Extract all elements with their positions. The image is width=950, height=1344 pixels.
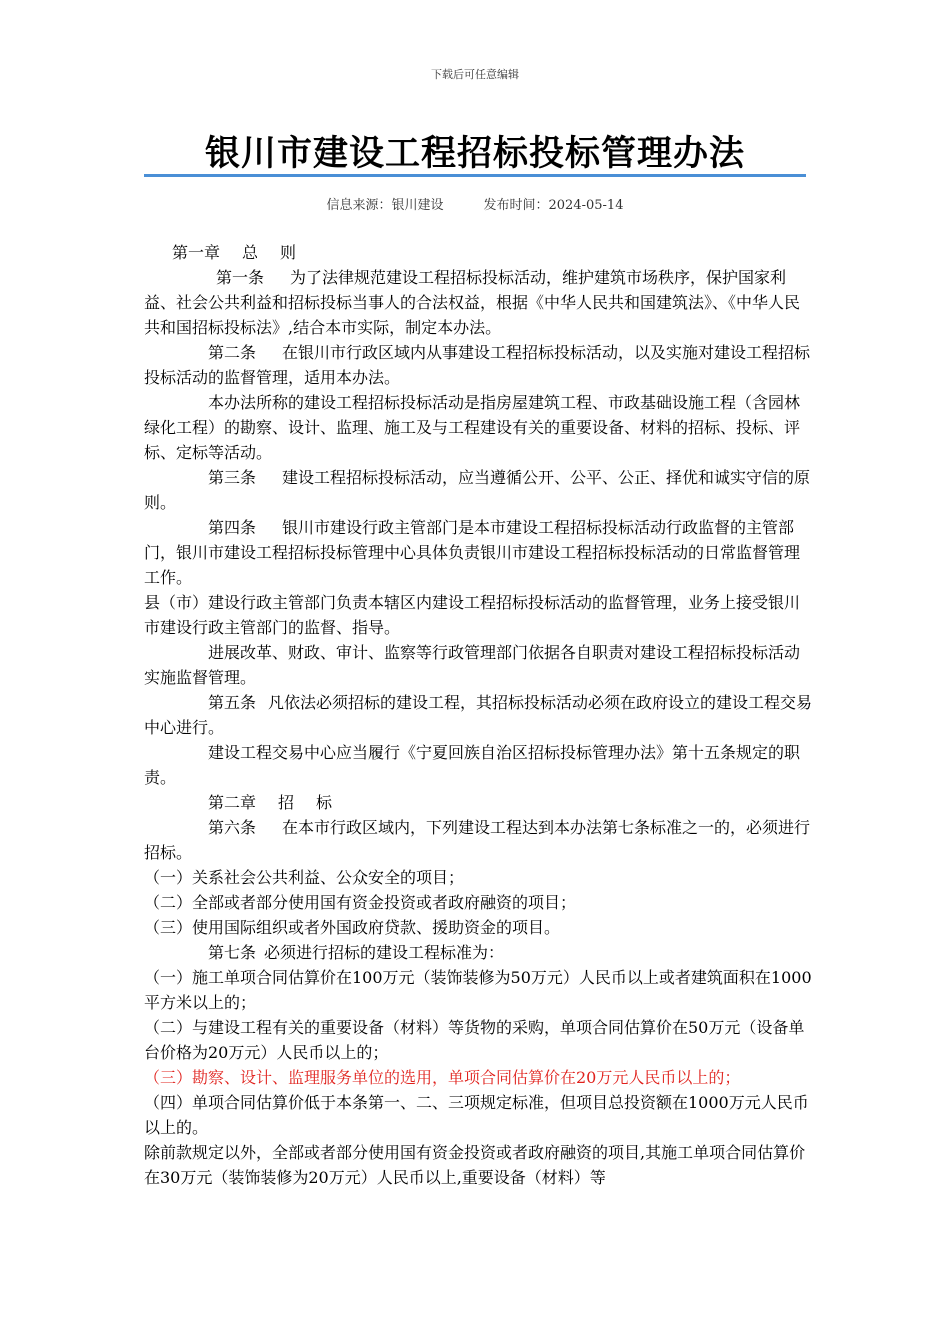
article-5: [144, 690, 814, 740]
meta-source: 信息来源：银川建设: [326, 198, 444, 213]
article-6: [144, 815, 814, 865]
list-item: （一）关系社会公共利益、公众安全的项目；: [144, 868, 465, 887]
highlighted-list-item: （三）勘察、设计、监理服务单位的选用，单项合同估算价在20万元人民币以上的；: [144, 1068, 741, 1087]
article-text: 建设工程招标投标活动，应当遵循公开、公平、公正、择优和诚实守信的原则。: [144, 468, 811, 512]
article-1: [144, 265, 814, 340]
article-3: [144, 465, 814, 515]
paragraph: 县（市）建设行政主管部门负责本辖区内建设工程招标投标活动的监督管理，业务上接受银川市建设行政主管部门的监督、指导。: [144, 593, 801, 637]
page-title: 银川市建设工程招标投标管理办法: [204, 134, 745, 174]
article-text: 银川市建设行政主管部门是本市建设工程招标投标活动行政监督的主管部门，银川市建设工程招标投标管理中心具体负责银川市建设工程招标投标活动的日常监督管理工作。: [144, 518, 801, 587]
article-label: 第四条: [208, 518, 257, 537]
article-label: 第七条: [208, 943, 257, 962]
article-4: [144, 515, 814, 590]
chapter-heading-1: 第一章 总 则: [172, 243, 297, 262]
article-label: 第五条: [208, 693, 257, 712]
meta-date: 发布时间：2024-05-14: [483, 198, 624, 213]
article-label: 第二条: [208, 343, 257, 362]
paragraph: 建设工程交易中心应当履行《宁夏回族自治区招标投标管理办法》第十五条规定的职责。: [144, 743, 801, 787]
header-note: 下载后可任意编辑: [431, 68, 519, 81]
article-text: 凡依法必须招标的建设工程，其招标投标活动必须在政府设立的建设工程交易中心进行。: [144, 693, 813, 737]
paragraph: 除前款规定以外，全部或者部分使用国有资金投资或者政府融资的项目,其施工单项合同估算价在30万元（装饰装修为20万元）人民币以上,重要设备（材料）等: [144, 1143, 806, 1187]
article-text: 在银川市行政区域内从事建设工程招标投标活动，以及实施对建设工程招标投标活动的监督管理，适用本办法。: [144, 343, 811, 387]
title-divider: [144, 174, 806, 177]
list-item: （四）单项合同估算价低于本条第一、二、三项规定标准，但项目总投资额在1000万元人民币以上的。: [144, 1093, 809, 1137]
list-item: （一）施工单项合同估算价在100万元（装饰装修为50万元）人民币以上或者建筑面积在1000平方米以上的；: [144, 968, 812, 1012]
paragraph: 进展改革、财政、审计、监察等行政管理部门依据各自职责对建设工程招标投标活动实施监督管理。: [144, 643, 801, 687]
article-label: 第六条: [208, 818, 257, 837]
article-text: 为了法律规范建设工程招标投标活动，维护建筑市场秩序，保护国家利益、社会公共利益和招标投标当事人的合法权益，根据《中华人民共和国建筑法》、《中华人民共和国招标投标法》,结合本市实际，制定本办法。: [144, 268, 801, 337]
article-2: [144, 340, 814, 390]
list-item: （二）与建设工程有关的重要设备（材料）等货物的采购，单项合同估算价在50万元（设备单台价格为20万元）人民币以上的；: [144, 1018, 805, 1062]
article-7: [144, 940, 814, 965]
article-text: 必须进行招标的建设工程标准为：: [264, 943, 505, 962]
list-item: （三）使用国际组织或者外国政府贷款、援助资金的项目。: [144, 918, 561, 937]
meta-line: [0, 194, 950, 213]
article-label: 第一条: [216, 268, 265, 287]
chapter-heading-2: 第二章 招 标: [208, 793, 333, 812]
list-item: （二）全部或者部分使用国有资金投资或者政府融资的项目；: [144, 893, 577, 912]
article-text: 在本市行政区域内，下列建设工程达到本办法第七条标准之一的，必须进行招标。: [144, 818, 811, 862]
article-label: 第三条: [208, 468, 257, 487]
document-body: [144, 240, 814, 1190]
paragraph: 本办法所称的建设工程招标投标活动是指房屋建筑工程、市政基础设施工程（含园林绿化工程）的勘察、设计、监理、施工及与工程建设有关的重要设备、材料的招标、投标、评标、定标等活动。: [144, 393, 801, 462]
